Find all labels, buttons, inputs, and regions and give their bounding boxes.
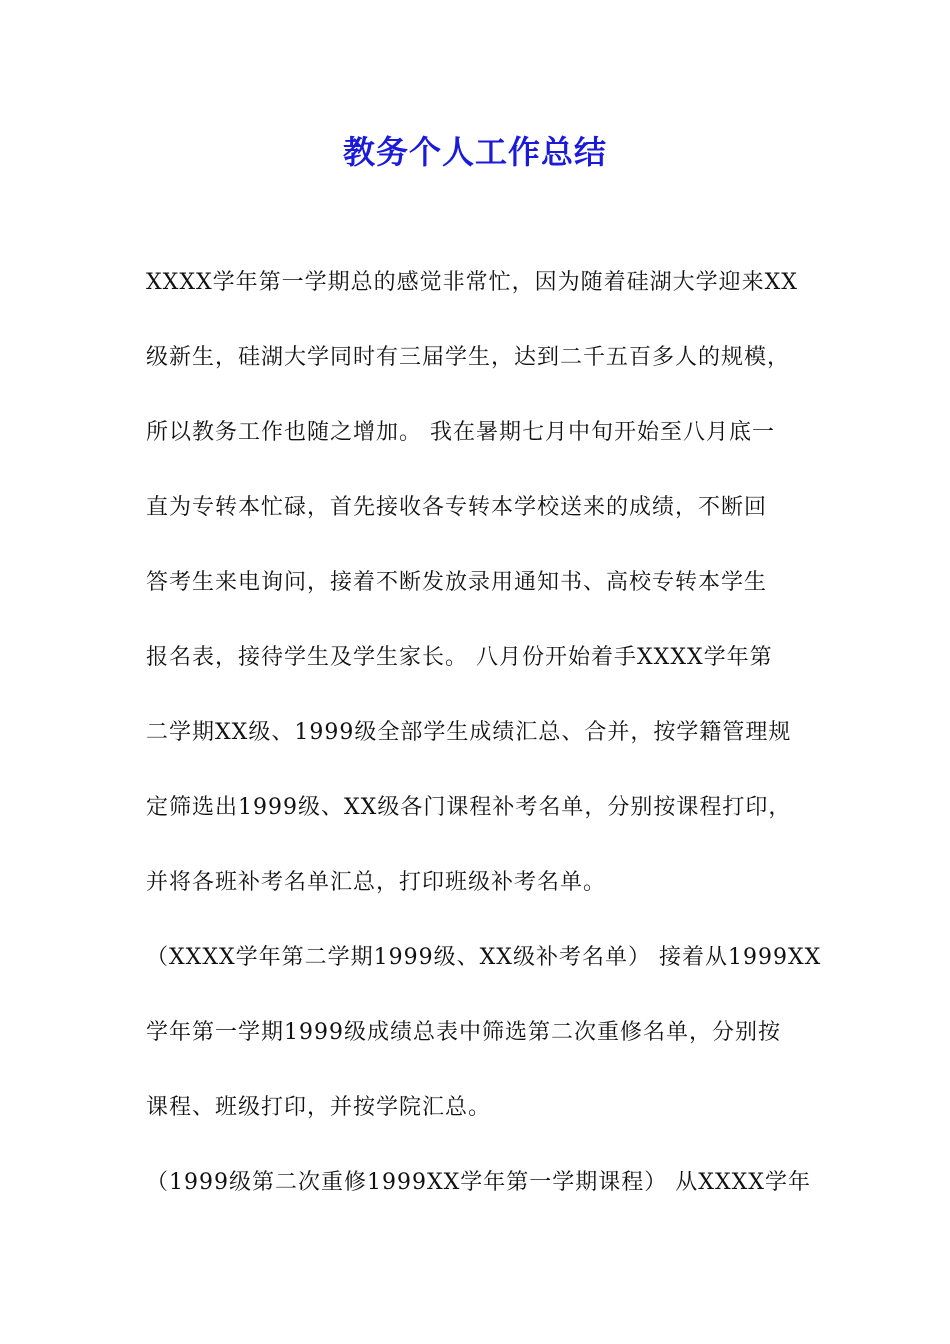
body-line: 定筛选出1999级、XX级各门课程补考名单，分别按课程打印， [146, 795, 792, 820]
body-line: 直为专转本忙碌，首先接收各专转本学校送来的成绩，不断回 [146, 495, 768, 520]
body-line: 所以教务工作也随之增加。 我在暑期七月中旬开始至八月底一 [146, 420, 775, 445]
body-line: 课程、班级打印，并按学院汇总。 [146, 1095, 492, 1120]
body-line: XXXX学年第一学期总的感觉非常忙，因为随着硅湖大学迎来XX [146, 270, 798, 295]
document-title: 教务个人工作总结 [342, 133, 607, 171]
document-body [146, 260, 826, 1235]
body-line: 二学期XX级、1999级全部学生成绩汇总、合并，按学籍管理规 [146, 720, 792, 745]
body-line: （1999级第二次重修1999XX学年第一学期课程） 从XXXX学年 [146, 1170, 811, 1195]
body-line: 并将各班补考名单汇总，打印班级补考名单。 [146, 870, 607, 895]
body-line: 报名表，接待学生及学生家长。 八月份开始着手XXXX学年第 [146, 645, 773, 670]
body-line: 答考生来电询问，接着不断发放录用通知书、高校专转本学生 [146, 570, 768, 595]
body-line: （XXXX学年第二学期1999级、XX级补考名单） 接着从1999XX [146, 945, 822, 970]
body-line: 学年第一学期1999级成绩总表中筛选第二次重修名单，分别按 [146, 1020, 781, 1045]
body-line: 级新生，硅湖大学同时有三届学生，达到二千五百多人的规模， [146, 345, 791, 370]
